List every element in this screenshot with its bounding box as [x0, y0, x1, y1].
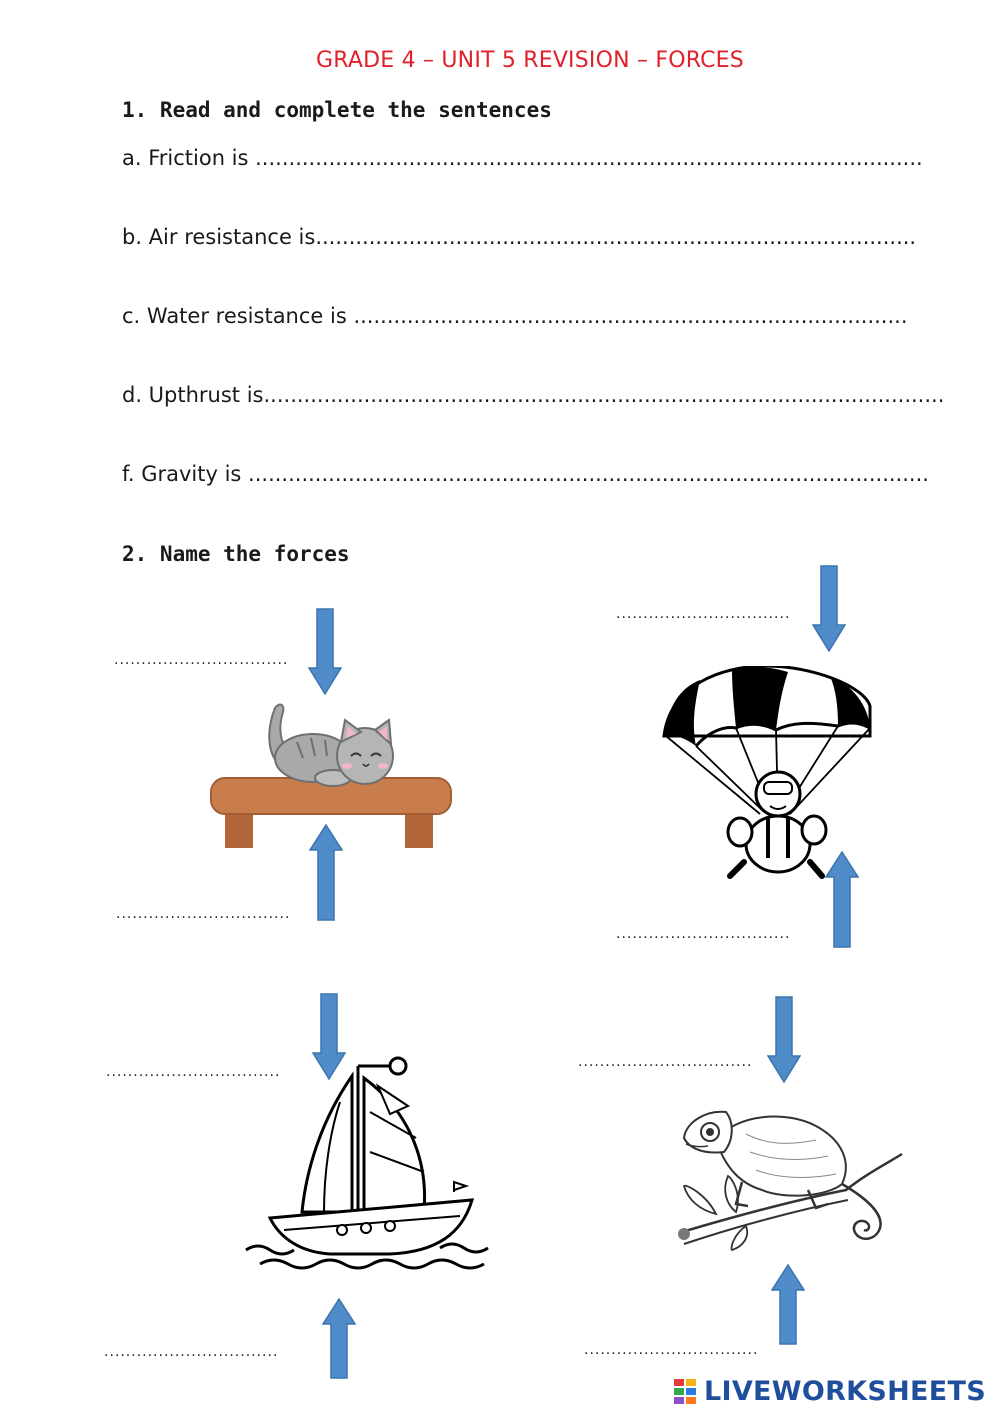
blank-chameleon-bottom[interactable]: ................................	[584, 1342, 759, 1358]
sentence-water-resistance[interactable]: c. Water resistance is ...................................................................................	[122, 304, 908, 328]
brand-name: LIVEWORKSHEETS	[703, 1375, 986, 1407]
sailboat-image	[240, 1052, 502, 1282]
liveworksheets-logo[interactable]	[674, 1374, 986, 1408]
arrow-down-icon	[812, 565, 846, 653]
blank-parachute-bottom[interactable]: ................................	[616, 926, 791, 942]
blank-boat-top[interactable]: ................................	[106, 1064, 281, 1080]
arrow-down-icon	[767, 996, 801, 1084]
blank-parachute-top[interactable]: ................................	[616, 606, 791, 622]
parachutist-image	[660, 666, 875, 891]
sentence-friction[interactable]: a. Friction is ....................................................................................................	[122, 146, 923, 170]
sentence-upthrust[interactable]: d. Upthrust is......................................................................................................	[122, 383, 945, 407]
blank-cat-top[interactable]: ................................	[114, 652, 289, 668]
liveworksheets-logo-icon	[674, 1377, 698, 1405]
blank-chameleon-top[interactable]: ................................	[578, 1054, 753, 1070]
chameleon-image	[676, 1104, 906, 1254]
section-2-heading: 2. Name the forces	[122, 542, 350, 566]
worksheet-title: GRADE 4 – UNIT 5 REVISION – FORCES	[316, 48, 744, 73]
section-1-heading: 1. Read and complete the sentences	[122, 98, 552, 122]
sentence-gravity[interactable]: f. Gravity is ......................................................................................................	[122, 462, 929, 486]
blank-cat-bottom[interactable]: ................................	[116, 906, 291, 922]
blank-boat-bottom[interactable]: ................................	[104, 1344, 279, 1360]
sentence-air-resistance[interactable]: b. Air resistance is..........................................................................................	[122, 225, 917, 249]
arrow-up-icon	[771, 1264, 805, 1346]
arrow-up-icon	[322, 1298, 356, 1380]
cat-on-table-image	[205, 698, 457, 850]
arrow-down-icon	[308, 608, 342, 696]
